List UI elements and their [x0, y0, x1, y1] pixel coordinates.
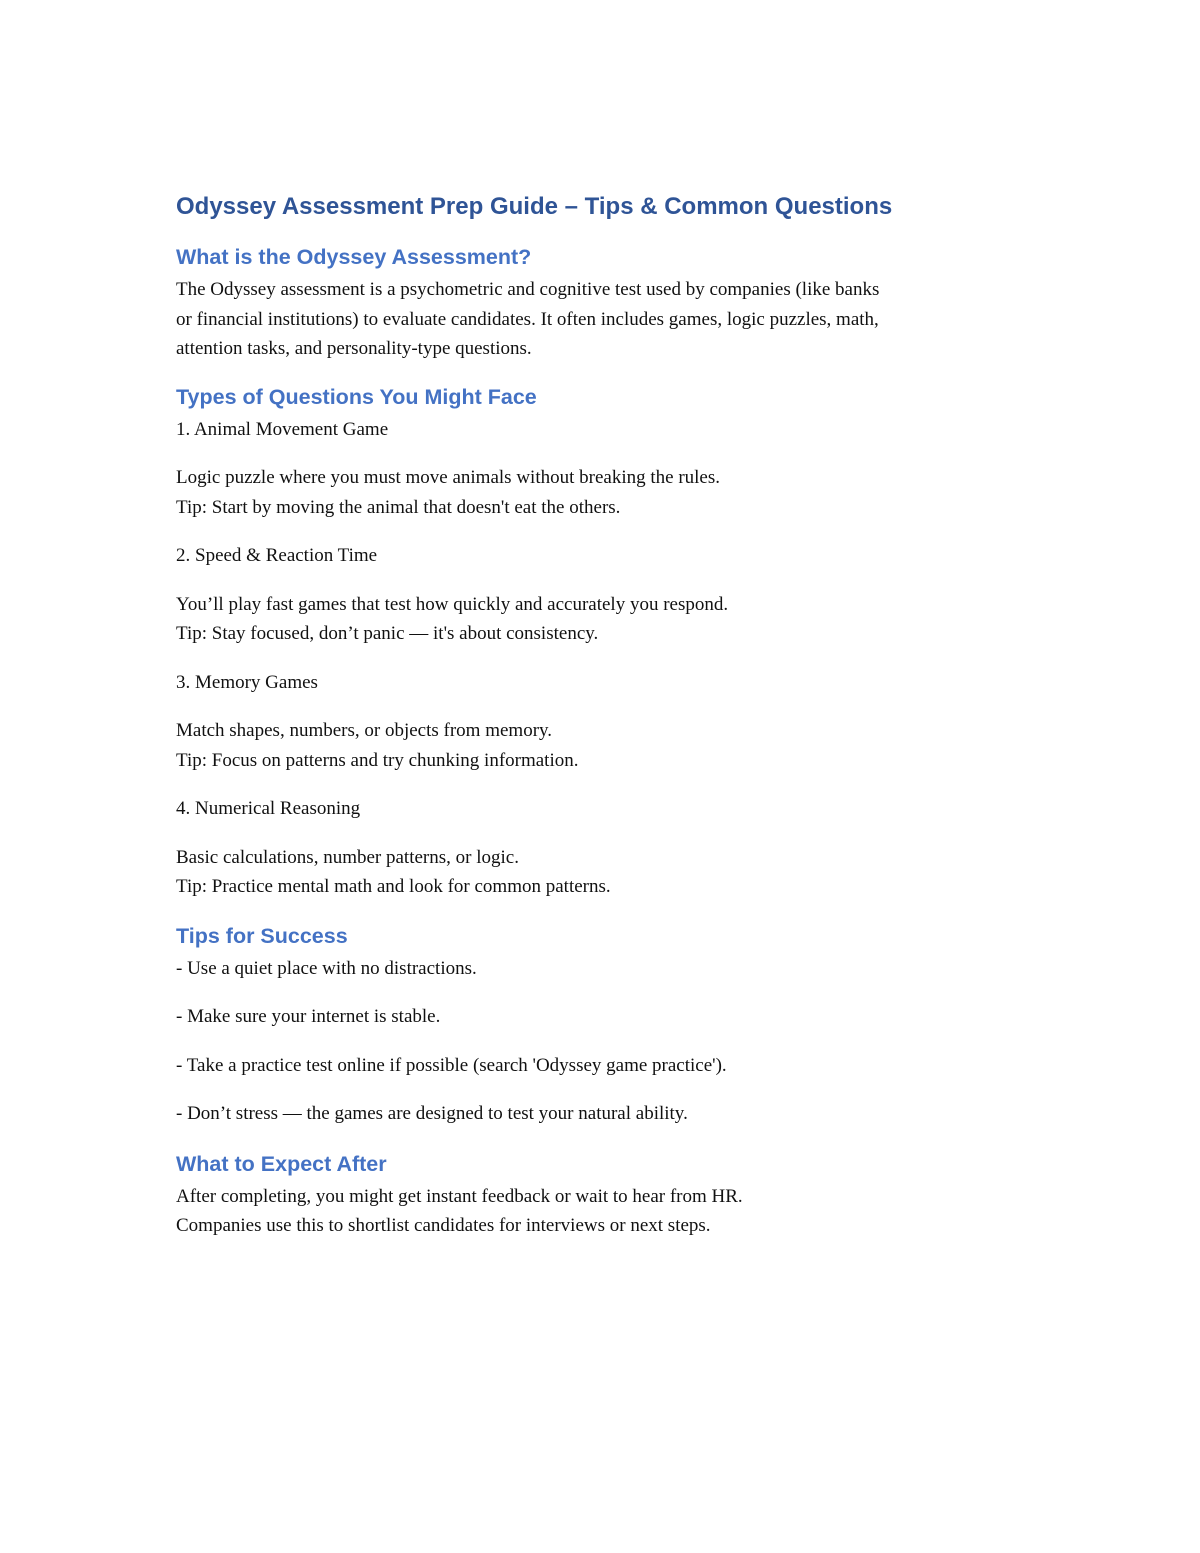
tip-item: - Take a practice test online if possible (search 'Odyssey game practice'). [176, 1054, 727, 1076]
tips-list [176, 954, 1056, 1129]
question-type-description: Basic calculations, number patterns, or logic. [176, 846, 519, 868]
question-type-2 [176, 541, 1056, 649]
paragraph-line: or financial institutions) to evaluate candidates. It often includes games, logic puzzles, math, [176, 308, 879, 330]
tip-item: - Make sure your internet is stable. [176, 1006, 441, 1027]
question-type-description: Logic puzzle where you must move animals without breaking the rules. [176, 467, 720, 488]
question-type-label: 3. Memory Games [176, 671, 318, 693]
question-type-4 [176, 794, 1056, 902]
paragraph-line: Companies use this to shortlist candidates for interviews or next steps. [176, 1215, 711, 1236]
paragraph-what-is [176, 275, 1056, 364]
paragraph-line: attention tasks, and personality-type questions. [176, 338, 532, 359]
heading-types: Types of Questions You Might Face [176, 384, 537, 409]
question-type-3 [176, 668, 1056, 776]
heading-tips: Tips for Success [176, 923, 348, 948]
paragraph-line: After completing, you might get instant feedback or wait to hear from HR. [176, 1185, 743, 1207]
question-type-label: 2. Speed & Reaction Time [176, 545, 378, 566]
tip-item: - Use a quiet place with no distractions. [176, 957, 477, 979]
question-type-tip: Tip: Start by moving the animal that doesn't eat the others. [176, 496, 621, 518]
question-type-label: 1. Animal Movement Game [176, 418, 389, 440]
paragraph-after [176, 1182, 1056, 1241]
question-type-description: You’ll play fast games that test how quickly and accurately you respond. [176, 593, 729, 615]
question-type-1 [176, 415, 1056, 523]
question-type-tip: Tip: Practice mental math and look for common patterns. [176, 876, 611, 897]
heading-what-is: What is the Odyssey Assessment? [176, 245, 532, 269]
question-type-label: 4. Numerical Reasoning [176, 798, 361, 819]
question-type-description: Match shapes, numbers, or objects from memory. [176, 720, 553, 741]
question-type-tip: Tip: Stay focused, don’t panic — it's about consistency. [176, 623, 599, 644]
document-title: Odyssey Assessment Prep Guide – Tips & Common Questions [176, 193, 893, 220]
heading-after: What to Expect After [176, 1151, 387, 1176]
paragraph-line: The Odyssey assessment is a psychometric and cognitive test used by companies (like banks [176, 279, 880, 300]
tip-item: - Don’t stress — the games are designed to test your natural ability. [176, 1103, 688, 1124]
question-type-tip: Tip: Focus on patterns and try chunking information. [176, 749, 579, 771]
document-page [176, 188, 1056, 1241]
